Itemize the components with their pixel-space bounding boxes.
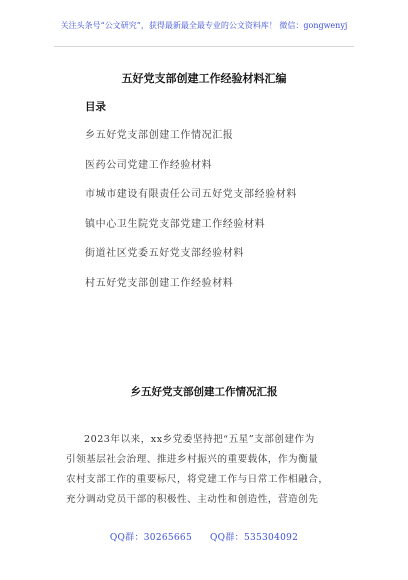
toc-item[interactable]: 市城市建设有限责任公司五好党支部经验材料 <box>85 189 297 200</box>
header-banner: 关注头条号“公文研究”，获得最新最全最专业的公文资料库！ 微信：gongwenyj <box>60 21 348 30</box>
section-title: 乡五好党支部创建工作情况汇报 <box>130 386 278 398</box>
header-divider <box>54 46 354 47</box>
document-title: 五好党支部创建工作经验材料汇编 <box>121 72 287 85</box>
toc-item[interactable]: 镇中心卫生院党支部党建工作经验材料 <box>85 218 266 230</box>
toc-item[interactable]: 村五好党支部创建工作经验材料 <box>85 277 234 289</box>
paragraph-line: 引领基层社会治理、推进乡村振兴的重要载体，作为衡量 <box>66 454 319 465</box>
toc-item[interactable]: 乡五好党支部创建工作情况汇报 <box>85 130 234 141</box>
toc-item[interactable]: 医药公司党建工作经验材料 <box>85 159 213 171</box>
paragraph-line: 2023年以来，xx乡党委坚持把“五星”支部创建作为 <box>84 434 315 445</box>
footer-qq-group-2: QQ群：535304092 <box>209 533 299 543</box>
toc-item[interactable]: 街道社区党委五好党支部经验材料 <box>85 248 244 259</box>
footer-qq-group-1: QQ群：30265665 <box>109 533 192 543</box>
body-paragraph <box>66 430 344 510</box>
footer <box>0 530 408 543</box>
paragraph-line: 充分调动党员干部的积极性、主动性和创造性，营造创先 <box>66 494 319 505</box>
paragraph-line: 农村支部工作的重要标尺，将党建工作与日常工作相融合， <box>66 474 329 485</box>
table-of-contents <box>85 130 297 307</box>
toc-heading: 目录 <box>85 101 106 113</box>
